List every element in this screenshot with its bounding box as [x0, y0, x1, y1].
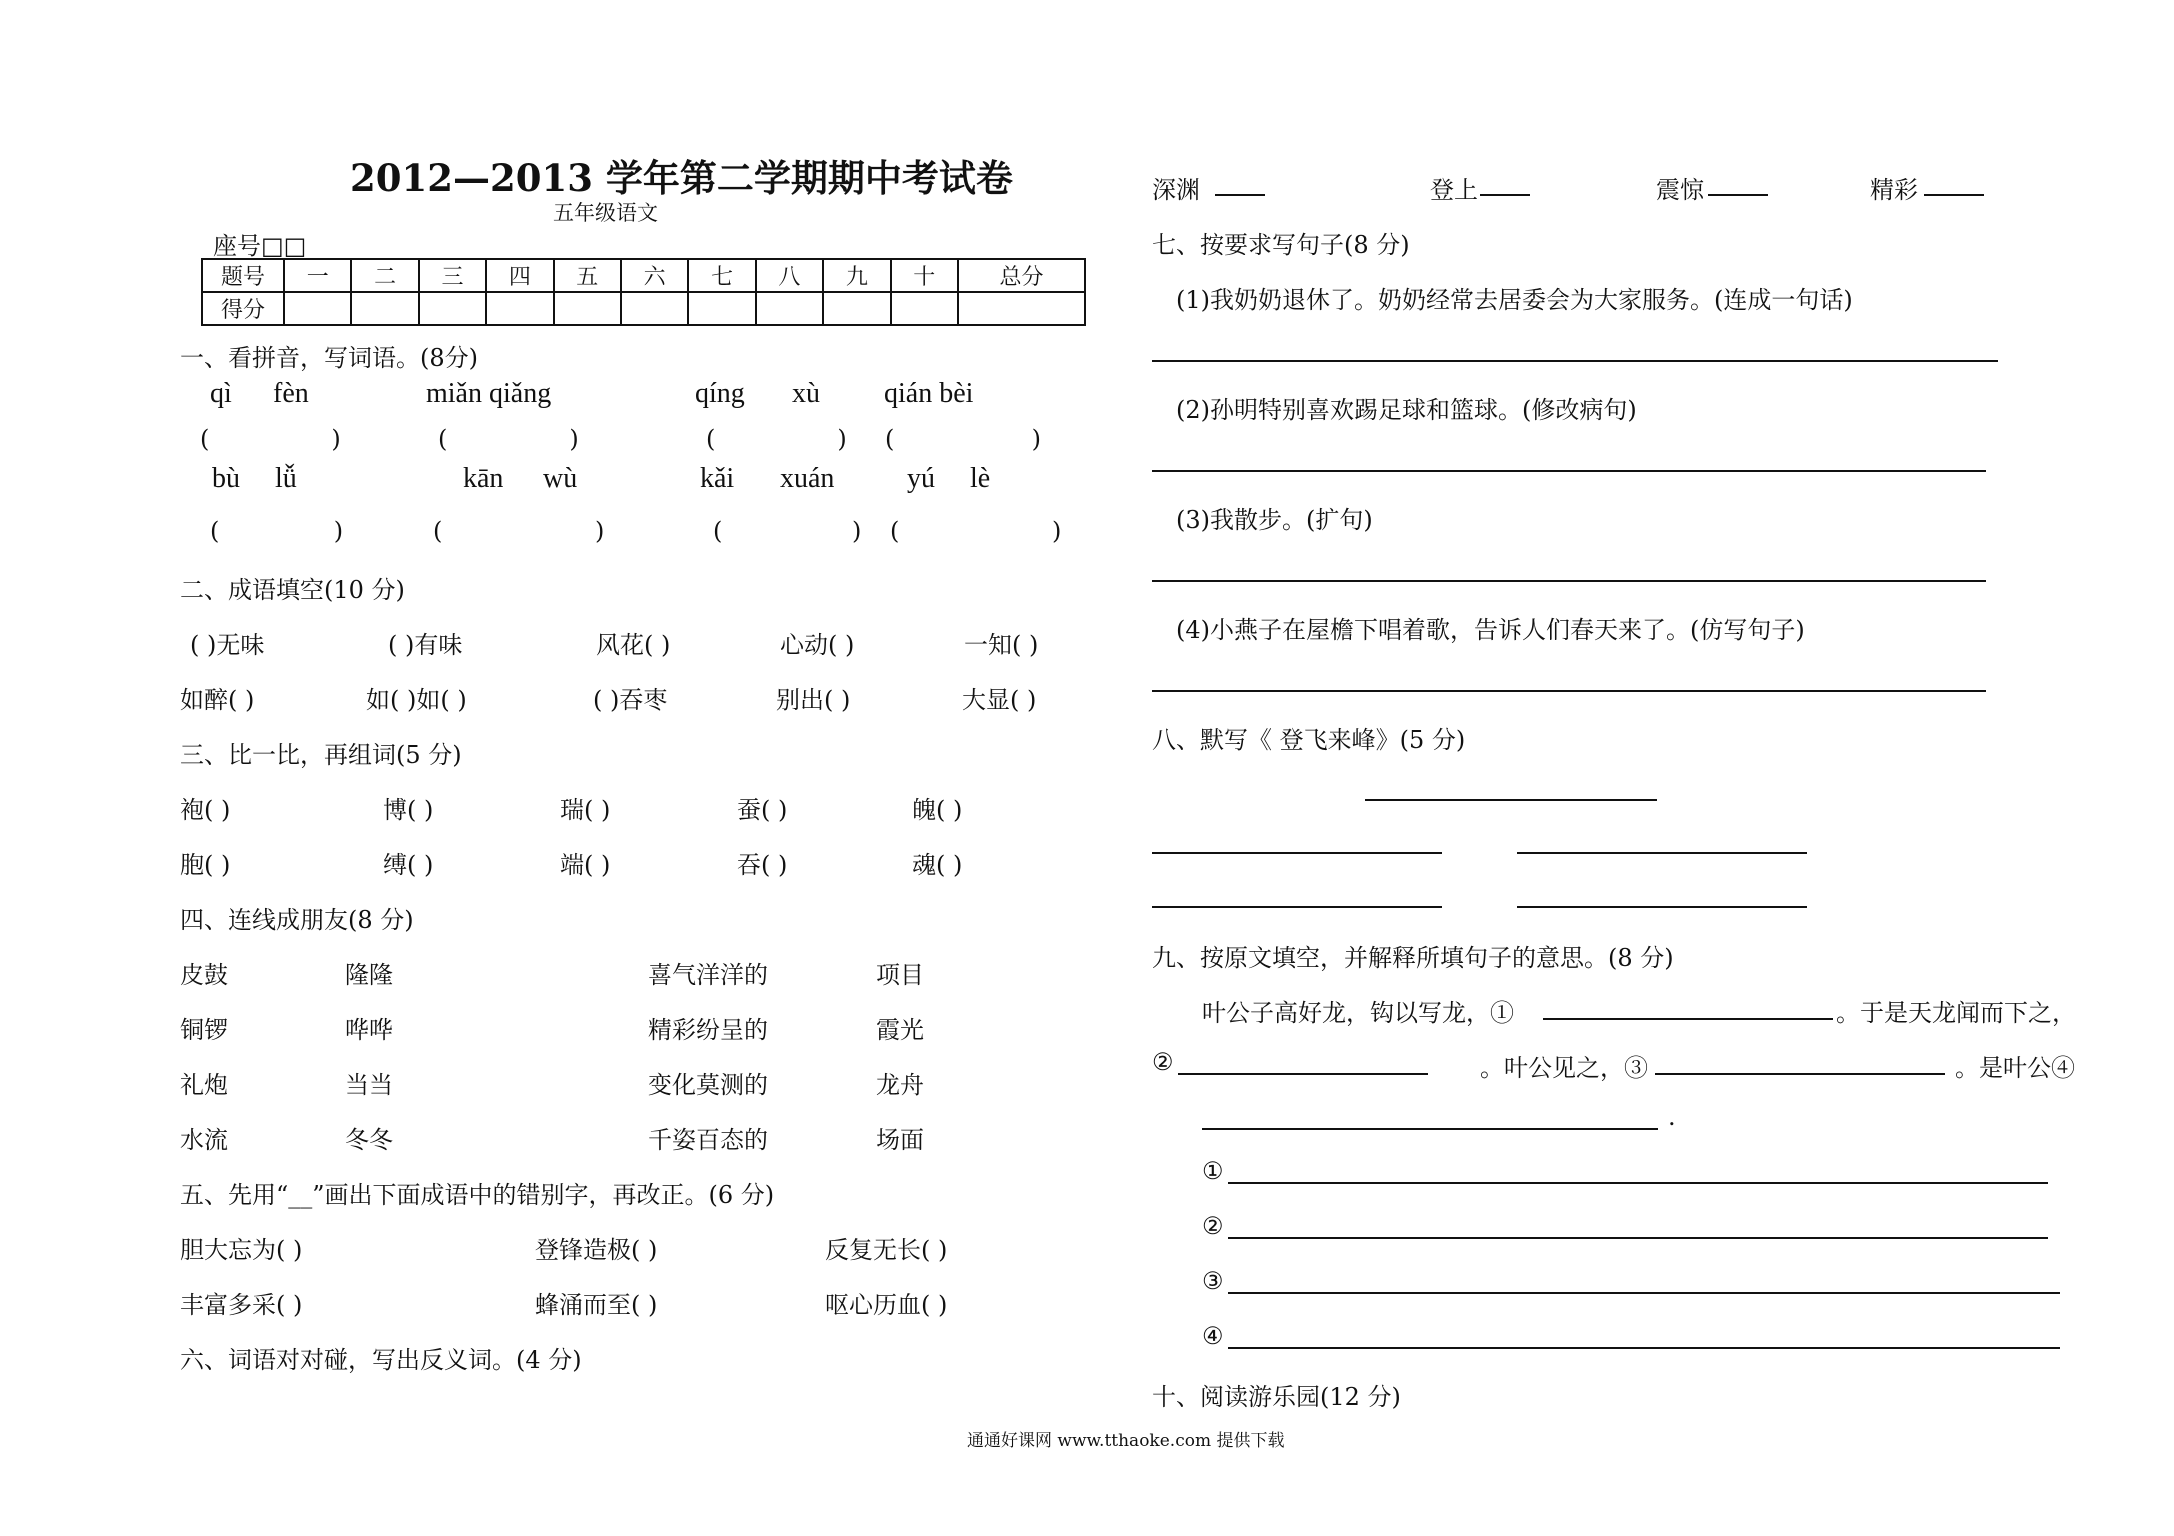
match-word[interactable]: 精彩纷呈的 — [648, 1016, 768, 1044]
idiom-blank[interactable]: 如醉( ) — [180, 686, 255, 714]
explain-mark: ③ — [1202, 1267, 1224, 1295]
answer-parens[interactable]: ( ) — [706, 425, 847, 453]
score-cell[interactable] — [351, 292, 418, 325]
score-cell: 五 — [554, 259, 621, 292]
pinyin: wù — [543, 463, 578, 494]
typo-item[interactable]: 反复无长( ) — [825, 1236, 948, 1264]
pinyin: qíng — [695, 378, 745, 409]
answer-line[interactable] — [1152, 690, 1986, 692]
pinyin: kǎi — [700, 463, 735, 494]
answer-line[interactable] — [1152, 580, 1986, 582]
pinyin: lǚ — [275, 463, 297, 494]
antonym-word: 精彩 — [1870, 176, 1918, 204]
score-table-header-row — [202, 259, 1085, 292]
answer-line[interactable] — [1202, 1128, 1658, 1130]
section-4-heading: 四、连线成朋友(8 分) — [180, 906, 414, 934]
word-group[interactable]: 缚( ) — [383, 851, 434, 879]
score-cell: 得分 — [202, 292, 284, 325]
sentence-task: (3)我散步。(扩句) — [1176, 506, 1373, 534]
pinyin: xuán — [780, 463, 835, 494]
word-group[interactable]: 魄( ) — [912, 796, 963, 824]
score-cell: 十 — [891, 259, 958, 292]
page-title: 2012—2013 学年第二学期期中考试卷 — [350, 156, 1013, 200]
word-group[interactable]: 端( ) — [560, 851, 611, 879]
word-group[interactable]: 胞( ) — [180, 851, 231, 879]
poem-line[interactable] — [1517, 852, 1807, 854]
score-cell[interactable] — [756, 292, 823, 325]
answer-parens[interactable]: ( ) — [890, 517, 1062, 545]
answer-parens[interactable]: ( ) — [713, 517, 862, 545]
match-word[interactable]: 哗哗 — [345, 1016, 393, 1044]
answer-parens[interactable]: ( ) — [885, 425, 1042, 453]
pinyin: lè — [970, 463, 991, 494]
seat-number: 座号□□ — [213, 232, 307, 260]
score-cell: 九 — [823, 259, 890, 292]
antonym-word: 深渊 — [1152, 176, 1200, 204]
typo-item[interactable]: 胆大忘为( ) — [180, 1236, 303, 1264]
idiom-blank[interactable]: 如( )如( ) — [366, 686, 467, 714]
idiom-blank[interactable]: 大显( ) — [962, 686, 1037, 714]
score-cell[interactable] — [284, 292, 351, 325]
explain-mark: ② — [1202, 1212, 1224, 1240]
section-3-heading: 三、比一比，再组词(5 分) — [180, 741, 462, 769]
typo-item[interactable]: 蜂涌而至( ) — [535, 1291, 658, 1319]
page-subtitle: 五年级语文 — [553, 201, 658, 225]
idiom-blank[interactable]: ( )有味 — [388, 631, 463, 659]
match-word[interactable]: 水流 — [180, 1126, 228, 1154]
score-table-score-row — [202, 292, 1085, 325]
typo-item[interactable]: 呕心历血( ) — [825, 1291, 948, 1319]
passage-text: 。于是天龙闻而下之， — [1836, 999, 2076, 1027]
match-word[interactable]: 霞光 — [876, 1016, 924, 1044]
score-cell[interactable] — [554, 292, 621, 325]
score-cell: 一 — [284, 259, 351, 292]
score-cell: 三 — [419, 259, 486, 292]
score-cell: 八 — [756, 259, 823, 292]
section-5-heading: 五、先用“__”画出下面成语中的错别字，再改正。(6 分) — [180, 1181, 775, 1209]
passage-text: 。是叶公④ — [1955, 1054, 2075, 1082]
score-cell[interactable] — [486, 292, 553, 325]
answer-line[interactable] — [1480, 194, 1530, 196]
score-cell[interactable] — [958, 292, 1085, 325]
antonym-word: 震惊 — [1656, 176, 1704, 204]
answer-line[interactable] — [1178, 1073, 1428, 1075]
match-word[interactable]: 当当 — [345, 1071, 393, 1099]
score-cell[interactable] — [621, 292, 688, 325]
match-word[interactable]: 礼炮 — [180, 1071, 228, 1099]
answer-line[interactable] — [1215, 194, 1265, 196]
answer-line[interactable] — [1152, 470, 1986, 472]
score-cell[interactable] — [688, 292, 755, 325]
word-group[interactable]: 吞( ) — [737, 851, 788, 879]
answer-line[interactable] — [1228, 1182, 2048, 1184]
score-cell: 二 — [351, 259, 418, 292]
idiom-blank[interactable]: 心动( ) — [780, 631, 855, 659]
pinyin: yú — [907, 463, 935, 494]
passage-text: 叶公子高好龙，钩以写龙，① — [1202, 999, 1514, 1027]
word-group[interactable]: 袍( ) — [180, 796, 231, 824]
score-cell: 四 — [486, 259, 553, 292]
typo-item[interactable]: 登锋造极( ) — [535, 1236, 658, 1264]
pinyin: qián bèi — [884, 378, 974, 409]
answer-line[interactable] — [1152, 360, 1998, 362]
answer-line[interactable] — [1924, 194, 1984, 196]
answer-parens[interactable]: ( ) — [200, 425, 341, 453]
section-8-heading: 八、默写《 登飞来峰》(5 分) — [1152, 726, 1466, 754]
section-1-heading: 一、看拼音，写词语。(8分) — [180, 344, 478, 372]
antonym-word: 登上 — [1430, 176, 1478, 204]
period: . — [1668, 1103, 1676, 1131]
typo-item[interactable]: 丰富多采( ) — [180, 1291, 303, 1319]
poem-line[interactable] — [1365, 799, 1657, 801]
match-word[interactable]: 隆隆 — [345, 961, 393, 989]
passage-text: ② — [1152, 1048, 1174, 1076]
pinyin: xù — [792, 378, 820, 409]
score-cell: 总分 — [958, 259, 1085, 292]
score-cell[interactable] — [823, 292, 890, 325]
answer-line[interactable] — [1543, 1018, 1833, 1020]
answer-line[interactable] — [1228, 1292, 2060, 1294]
sentence-task: (4)小燕子在屋檐下唱着歌，告诉人们春天来了。(仿写句子) — [1176, 616, 1805, 644]
explain-mark: ④ — [1202, 1322, 1224, 1350]
word-group[interactable]: 蚕( ) — [737, 796, 788, 824]
word-group[interactable]: 瑞( ) — [560, 796, 611, 824]
answer-parens[interactable]: ( ) — [438, 425, 579, 453]
poem-line[interactable] — [1517, 906, 1807, 908]
score-cell[interactable] — [891, 292, 958, 325]
answer-parens[interactable]: ( ) — [433, 517, 605, 545]
match-word[interactable]: 龙舟 — [876, 1071, 924, 1099]
answer-parens[interactable]: ( ) — [210, 517, 344, 545]
section-7-heading: 七、按要求写句子(8 分) — [1152, 231, 1410, 259]
match-word[interactable]: 喜气洋洋的 — [648, 961, 768, 989]
word-group[interactable]: 博( ) — [383, 796, 434, 824]
pinyin: miǎn qiǎng — [426, 378, 552, 409]
footer-source: 通通好课网 www.tthaoke.com 提供下载 — [967, 1431, 1285, 1451]
idiom-blank[interactable]: ( )吞枣 — [593, 686, 668, 714]
section-6-heading: 六、词语对对碰，写出反义词。(4 分) — [180, 1346, 582, 1374]
answer-line[interactable] — [1708, 194, 1768, 196]
idiom-blank[interactable]: 风花( ) — [596, 631, 671, 659]
explain-mark: ① — [1202, 1157, 1224, 1185]
section-9-heading: 九、按原文填空，并解释所填句子的意思。(8 分) — [1152, 944, 1674, 972]
pinyin: fèn — [273, 378, 309, 409]
pinyin: kān — [463, 463, 504, 494]
section-10-heading: 十、阅读游乐园(12 分) — [1152, 1383, 1401, 1411]
sentence-task: (1)我奶奶退休了。奶奶经常去居委会为大家服务。(连成一句话) — [1176, 286, 1853, 314]
match-word[interactable]: 场面 — [876, 1126, 924, 1154]
match-word[interactable]: 皮鼓 — [180, 961, 228, 989]
match-word[interactable]: 铜锣 — [180, 1016, 228, 1044]
answer-line[interactable] — [1655, 1073, 1945, 1075]
poem-line[interactable] — [1152, 906, 1442, 908]
sentence-task: (2)孙明特别喜欢踢足球和篮球。(修改病句) — [1176, 396, 1637, 424]
word-group[interactable]: 魂( ) — [912, 851, 963, 879]
score-table — [201, 258, 1086, 326]
score-cell: 七 — [688, 259, 755, 292]
pinyin: bù — [212, 463, 240, 494]
pinyin: qì — [210, 378, 232, 409]
idiom-blank[interactable]: 一知( ) — [964, 631, 1039, 659]
answer-line[interactable] — [1228, 1237, 2048, 1239]
idiom-blank[interactable]: 别出( ) — [776, 686, 851, 714]
match-word[interactable]: 变化莫测的 — [648, 1071, 768, 1099]
score-cell: 六 — [621, 259, 688, 292]
score-cell: 题号 — [202, 259, 284, 292]
passage-text: 。叶公见之，③ — [1480, 1054, 1648, 1082]
answer-line[interactable] — [1228, 1347, 2060, 1349]
match-word[interactable]: 项目 — [876, 961, 924, 989]
poem-line[interactable] — [1152, 852, 1442, 854]
score-cell[interactable] — [419, 292, 486, 325]
match-word[interactable]: 千姿百态的 — [648, 1126, 768, 1154]
idiom-blank[interactable]: ( )无味 — [190, 631, 265, 659]
section-2-heading: 二、成语填空(10 分) — [180, 576, 405, 604]
match-word[interactable]: 冬冬 — [345, 1126, 393, 1154]
